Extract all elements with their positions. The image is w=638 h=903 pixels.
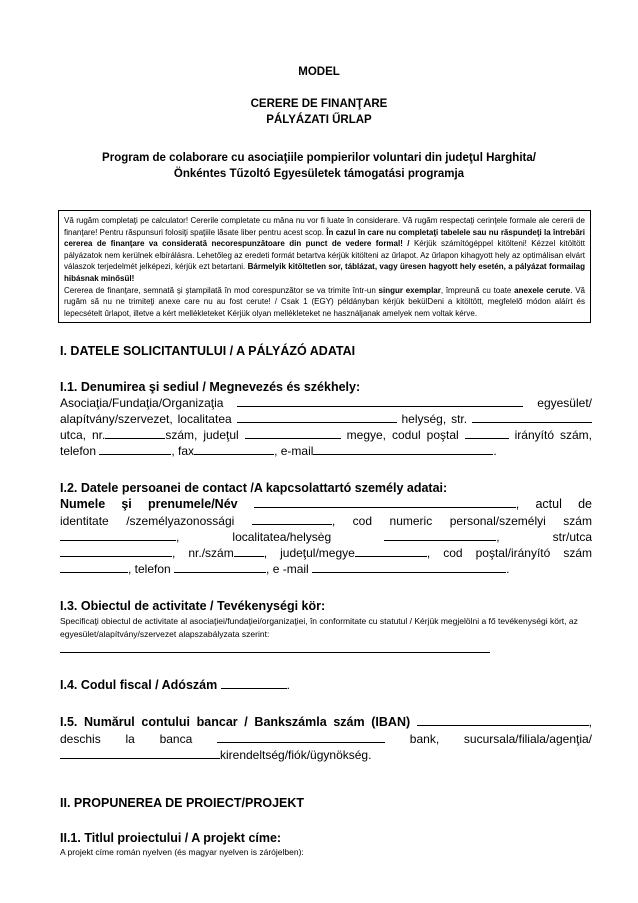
applicant-contact-line: telefon , fax , e-mail . (60, 444, 497, 458)
applicant-city-line: alapítvány/szervezet, localitatea helység, str. (60, 411, 592, 427)
notice-bold: anexele cerute (514, 285, 571, 295)
section-1-2-title: I.2. Datele persoanei de contact /A kapcsolattartó személy adatai: (60, 481, 448, 495)
notice-text: Vă rugăm completaţi pe calculator! Cererile completate cu mâna nu vor fi luate în considerare. Vă rugăm respectaţi cerinţele formale ale cererii de finanţare! Pentru răspunsuri folosiţi spaţiile lăsate liber pentru acest scop. (64, 216, 585, 237)
section-2-1-title: II.1. Titlul proiectului / A projekt címe: (60, 831, 282, 845)
fiscal-code-line: I.4. Codul fiscal / Adószám . (60, 678, 290, 692)
title-ro: CERERE DE FINANŢARE (250, 98, 388, 110)
id-card-field[interactable] (252, 513, 332, 525)
section-1-title: I. DATELE SOLICITANTULUI / A PÁLYÁZÓ ADATAI (60, 344, 356, 358)
notice-bold: În cazul în care nu completaţi tabelele sau nu răspundeţi la întrebări cererea de finanţare va considerată necorespunzătoare din punct de vedere formal! / (64, 227, 586, 249)
section-2-title: II. PROPUNEREA DE PROIECT/PROJEKT (60, 796, 305, 810)
notice-text: Kérjük számítógéppel kitölteni! Kézzel kitöltött pályázatok nem kerülnek elbírálásra. Lehetőleg az eredeti formát betartva kérjük kitölteni az űrlapot. Az űrlapon kihagyott hely az optimálisan elvárt válaszok terjedelmét jelképezi, kérjük ezt betartani. (64, 239, 585, 272)
email-field[interactable] (313, 443, 493, 455)
contact-phone-field[interactable] (174, 561, 266, 573)
bank-branch-line: kirendeltség/fiók/ügynökség. (60, 747, 592, 763)
notice-bold: singur exemplar (378, 285, 441, 295)
activity-line (60, 641, 592, 654)
contact-number-field[interactable] (234, 545, 264, 557)
notice-bold: Bármelyik kitöltetlen sor, táblázat, vagy üresen hagyott hely esetén, a pályázat formailag hibásnak minősül! (64, 262, 585, 283)
contact-street-field[interactable] (60, 545, 172, 557)
phone-field[interactable] (99, 443, 171, 455)
contact-phone-line: , telefon , e -mail . (60, 561, 592, 577)
activity-field[interactable] (60, 641, 490, 653)
project-title-instructions: A projekt címe román nyelven (és magyar nyelven is zárójelben): (60, 847, 304, 857)
county-field[interactable] (245, 427, 341, 439)
number-field[interactable] (105, 427, 165, 439)
notice-text: , împreună cu toate (440, 285, 515, 295)
contact-county-field[interactable] (355, 545, 427, 557)
contact-number-line: , nr./szám , judeţul/megye , cod poştal/irányító szám (60, 545, 592, 561)
program-hu: Önkéntes Tűzoltó Egyesületek támogatási programja (173, 168, 465, 180)
contact-email-field[interactable] (312, 561, 506, 573)
bank-field[interactable] (217, 731, 385, 743)
fiscal-code-field[interactable] (221, 677, 287, 689)
personal-code-field[interactable] (60, 529, 176, 541)
bank-name-line: deschis la banca bank, sucursala/filiala/agenţia/ (60, 732, 592, 746)
fax-field[interactable] (194, 443, 274, 455)
contact-city-field[interactable] (384, 529, 496, 541)
iban-field[interactable] (417, 714, 589, 726)
model-label: MODEL (298, 66, 340, 78)
notice-text: . Vă rugăm să nu ne trimiteţi anexe care nu au fost cerute! / Csak 1 (EGY) példányban kérjük bekülDeni a kitöltött, megfelelő módon aláírt és lepecsételt űrlapot, illetve a kért mellékleteket Kérjük olyan mellékleteket ne használjanak amelyek nem voltak kérve. (64, 285, 586, 318)
street-field[interactable] (472, 411, 592, 423)
section-1-1-title: I.1. Denumirea şi sediul / Megnevezés és székhely: (60, 380, 361, 394)
contact-name-field[interactable] (254, 496, 516, 508)
postal-code-field[interactable] (465, 427, 509, 439)
contact-postal-field[interactable] (60, 561, 128, 573)
bank-account-line: I.5. Numărul contului bancar / Bankszámla szám (IBAN) , (60, 715, 592, 729)
applicant-name-line: Asociaţia/Fundaţia/Organizaţia egyesület/ (60, 396, 592, 410)
org-name-field[interactable] (237, 395, 523, 407)
contact-name-line: Numele şi prenumele/Név , actul de (60, 497, 592, 511)
activity-instructions: Specificaţi obiectul de activitate al asociaţiei/fundaţiei/organizaţiei, în conformitate cu statutul / Kérjük megjelölni a fő tevékenységi kört, az egyesület/alapítvány/szervezet alapszabályzata szerint: (60, 616, 578, 639)
title-hu: PÁLYÁZATI ŰRLAP (266, 114, 372, 126)
contact-city-line: , localitatea/helysėg , str/utca (60, 529, 592, 545)
program-ro: Program de colaborare cu asociaţiile pompierilor voluntari din judeţul Harghita/ (102, 152, 536, 164)
section-1-3-title: I.3. Obiectul de activitate / Tevékenységi kör: (60, 599, 326, 613)
notice-text: Cererea de finanţare, semnată şi ştampilată în mod corespunzător se va trimite într-un (64, 285, 379, 295)
city-field[interactable] (237, 411, 397, 423)
contact-id-line: identitate /személyazonossági , cod numeric personal/személyi szám (60, 514, 592, 528)
instructions-box (58, 210, 591, 323)
branch-field[interactable] (60, 747, 220, 759)
applicant-number-line: utca, nr. szám, judeţul megye, codul poştal irányító szám, (60, 428, 592, 442)
